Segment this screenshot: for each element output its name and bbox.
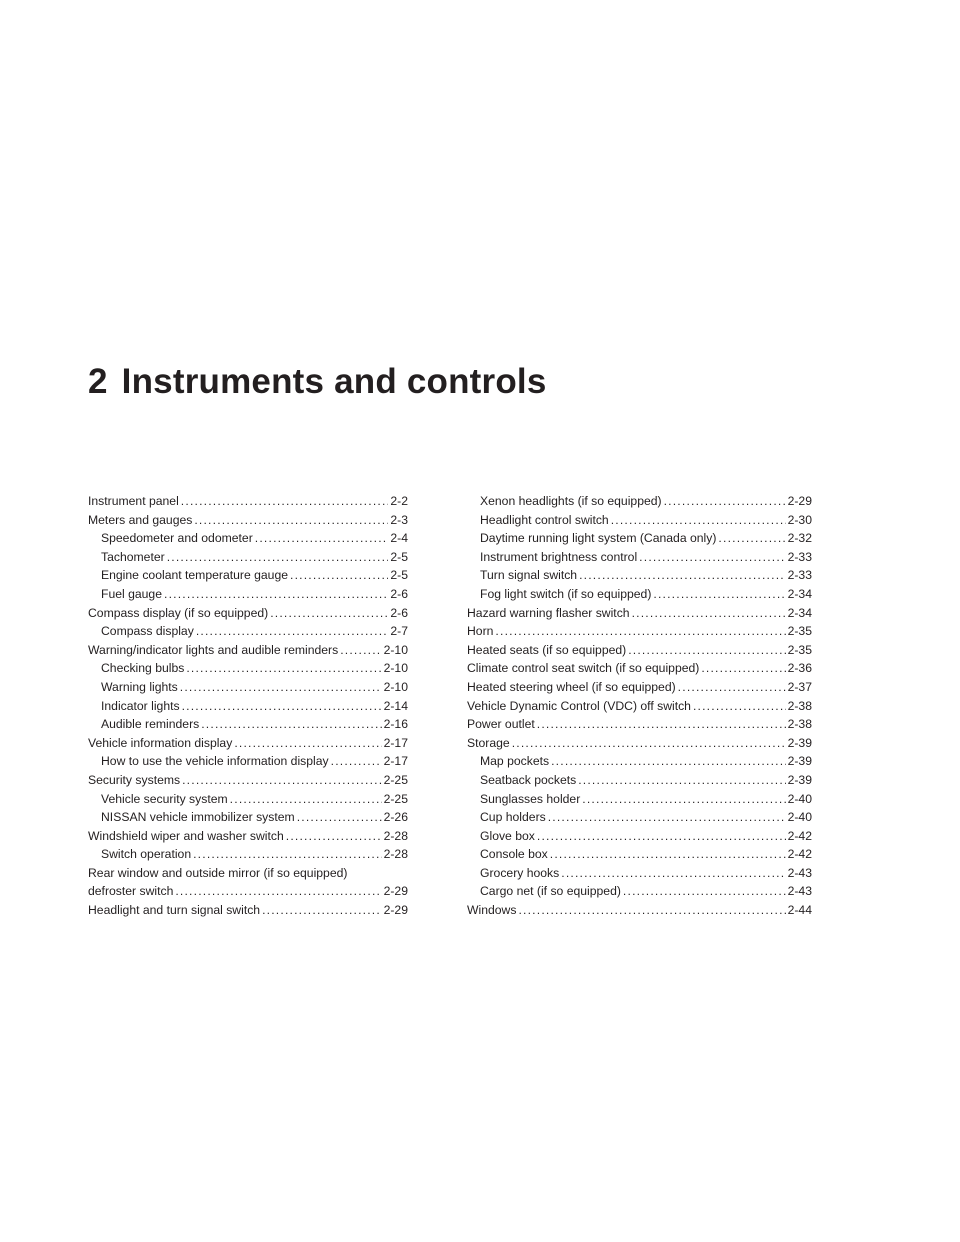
toc-entry-page: 2-7 [390,624,408,639]
toc-entry[interactable] [88,734,408,753]
toc-entry-label: Audible reminders [101,717,200,732]
toc-entry-page: 2-30 [787,512,812,527]
dot-leader [623,882,786,901]
toc-entry[interactable] [88,790,408,809]
toc-entry[interactable] [467,641,812,660]
toc-entry-label: Cargo net (if so equipped) [480,884,621,899]
toc-entry[interactable] [88,604,408,623]
toc-entry-label: Meters and gauges [88,512,193,527]
toc-entry[interactable] [88,622,408,641]
toc-entry-page: 2-40 [787,810,812,825]
toc-entry[interactable] [88,808,408,827]
dot-leader [230,790,382,809]
toc-entry-page: 2-40 [787,791,812,806]
dot-leader [255,529,389,548]
toc-entry-page: 2-5 [390,568,408,583]
toc-entry[interactable] [467,715,812,734]
toc-entry-page: 2-10 [383,642,408,657]
toc-entry[interactable] [88,566,408,585]
dot-leader [611,511,786,530]
toc-entry-label: Security systems [88,772,181,787]
toc-entry[interactable] [88,864,408,883]
toc-entry[interactable] [88,659,408,678]
toc-entry[interactable] [88,529,408,548]
toc-entry[interactable] [88,511,408,530]
toc-entry-label: Headlight and turn signal switch [88,903,261,918]
toc-entry[interactable] [88,492,408,511]
toc-entry-label: Instrument brightness control [480,549,638,564]
dot-leader [678,678,786,697]
toc-entry[interactable] [467,864,812,883]
toc-entry-label: Heated seats (if so equipped) [467,642,627,657]
toc-entry-label: Windshield wiper and washer switch [88,828,284,843]
toc-entry-label: Compass display (if so equipped) [88,605,269,620]
toc-entry-label: Heated steering wheel (if so equipped) [467,679,676,694]
chapter-title-text: Instruments and controls [121,362,547,401]
toc-entry-page: 2-17 [383,735,408,750]
toc-entry-label: Windows [467,903,517,918]
toc-entry-label: Headlight control switch [480,512,609,527]
toc-entry-page: 2-3 [390,512,408,527]
toc-entry-page: 2-43 [787,884,812,899]
toc-entry[interactable] [467,734,812,753]
toc-entry-label: Indicator lights [101,698,180,713]
toc-entry-label: Glove box [480,828,535,843]
toc-entry-page: 2-26 [383,810,408,825]
toc-entry[interactable] [467,752,812,771]
toc-entry-page: 2-42 [787,847,812,862]
toc-entry-page: 2-37 [787,679,812,694]
toc-entry-page: 2-36 [787,661,812,676]
dot-leader [537,827,786,846]
dot-leader [234,734,381,753]
dot-leader [297,808,382,827]
toc-entry-page: 2-10 [383,661,408,676]
toc-entry-label: Turn signal switch [480,568,578,583]
toc-entry-page: 2-43 [787,865,812,880]
toc-entry[interactable] [467,622,812,641]
dot-leader [701,659,785,678]
toc-entry-page: 2-25 [383,772,408,787]
toc-entry-label: Tachometer [101,549,165,564]
toc-entry-page: 2-39 [787,772,812,787]
dot-leader [290,566,388,585]
dot-leader [639,548,785,567]
toc-entry-page: 2-42 [787,828,812,843]
toc-entry[interactable] [467,566,812,585]
toc-entry-label: Warning/indicator lights and audible reminders [88,642,339,657]
toc-entry[interactable] [88,678,408,697]
toc-entry-label: Vehicle security system [101,791,228,806]
dot-leader [495,622,785,641]
toc-entry-page: 2-6 [390,605,408,620]
toc-entry-page: 2-35 [787,642,812,657]
chapter-title [88,362,547,402]
toc-entry-label: How to use the vehicle information display [101,754,329,769]
dot-leader [632,604,786,623]
toc-entry-page: 2-16 [383,717,408,732]
toc-entry[interactable] [467,771,812,790]
toc-entry[interactable] [88,752,408,771]
toc-entry[interactable] [467,901,812,920]
dot-leader [551,752,785,771]
toc-entry-page: 2-4 [390,531,408,546]
toc-entry-page: 2-2 [390,494,408,508]
dot-leader [561,864,785,883]
toc-entry[interactable] [467,790,812,809]
toc-entry-label: Compass display [101,624,194,639]
toc-entry-page: 2-34 [787,586,812,601]
toc-entry[interactable] [88,585,408,604]
toc-entry[interactable] [88,845,408,864]
toc-entry-page: 2-14 [383,698,408,713]
dot-leader [331,752,382,771]
toc-entry-label: Seatback pockets [480,772,577,787]
toc-entry-page: 2-38 [787,698,812,713]
dot-leader [286,827,382,846]
toc-entry-label: Rear window and outside mirror (if so equipped) [88,865,348,880]
toc-entry-page: 2-28 [383,828,408,843]
toc-entry-label: Engine coolant temperature gauge [101,568,289,583]
dot-leader [582,790,785,809]
dot-leader [579,566,786,585]
dot-leader [186,659,381,678]
toc-entry-label: Checking bulbs [101,661,185,676]
toc-entry[interactable] [88,697,408,716]
dot-leader [537,715,786,734]
toc-entry-label: NISSAN vehicle immobilizer system [101,810,295,825]
toc-entry-page: 2-25 [383,791,408,806]
toc-entry-page: 2-39 [787,735,812,750]
toc-entry[interactable] [467,492,812,511]
toc-entry-continued[interactable] [88,882,408,901]
toc-right-column [467,492,812,920]
toc-entry[interactable] [467,659,812,678]
toc-entry-label: Daytime running light system (Canada only) [480,531,717,546]
toc-entry[interactable] [467,585,812,604]
dot-leader [578,771,785,790]
toc-entry-page: 2-38 [787,717,812,732]
toc-entry-label: Climate control seat switch (if so equipped) [467,661,700,676]
toc-entry-page: 2-29 [383,884,408,899]
dot-leader [193,845,381,864]
toc-entry-page: 2-29 [787,494,812,508]
dot-leader [180,678,382,697]
toc-entry-label: Power outlet [467,717,535,732]
toc-entry-label: Instrument panel [88,494,179,508]
toc-entry-page: 2-33 [787,568,812,583]
toc-entry[interactable] [467,827,812,846]
dot-leader [718,529,785,548]
toc-entry-label: Console box [480,847,548,862]
toc-entry-label: Xenon headlights (if so equipped) [480,494,662,508]
toc-entry-label: Speedometer and odometer [101,531,253,546]
toc-entry-label: Vehicle Dynamic Control (VDC) off switch [467,698,691,713]
toc-entry[interactable] [467,548,812,567]
dot-leader [262,901,382,920]
toc-entry-page: 2-17 [383,754,408,769]
toc-entry-label: Horn [467,624,494,639]
toc-entry-label: Hazard warning flasher switch [467,605,630,620]
dot-leader [201,715,381,734]
dot-leader [518,901,785,920]
toc-entry-page: 2-32 [787,531,812,546]
toc-entry[interactable] [467,697,812,716]
dot-leader [182,697,382,716]
toc-entry-label: defroster switch [88,884,174,899]
dot-leader [270,604,388,623]
dot-leader [194,511,388,530]
toc-entry-page: 2-6 [390,586,408,601]
toc-entry-label: Warning lights [101,679,178,694]
toc-entry-page: 2-39 [787,754,812,769]
toc-entry-label: Cup holders [480,810,546,825]
dot-leader [653,585,785,604]
toc-entry[interactable] [88,715,408,734]
toc-entry[interactable] [88,641,408,660]
dot-leader [196,622,389,641]
toc-entry-page: 2-28 [383,847,408,862]
toc-left-column [88,492,408,920]
dot-leader [628,641,785,660]
toc-entry-page: 2-35 [787,624,812,639]
toc-entry[interactable] [467,678,812,697]
toc-entry[interactable] [88,771,408,790]
toc-entry[interactable] [467,529,812,548]
dot-leader [164,585,388,604]
toc-entry-label: Grocery hooks [480,865,560,880]
toc-entry[interactable] [88,827,408,846]
toc-entry-label: Switch operation [101,847,192,862]
toc-entry-page: 2-33 [787,549,812,564]
dot-leader [512,734,786,753]
toc-entry-page: 2-5 [390,549,408,564]
toc-entry[interactable] [467,808,812,827]
toc-entry[interactable] [467,845,812,864]
dot-leader [182,771,381,790]
dot-leader [664,492,786,511]
toc-entry-label: Storage [467,735,510,750]
toc-entry[interactable] [88,548,408,567]
toc-entry-label: Sunglasses holder [480,791,581,806]
dot-leader [181,492,389,511]
chapter-number: 2 [88,362,108,401]
toc-entry-page: 2-44 [787,903,812,918]
toc-entry[interactable] [88,901,408,920]
toc-entry[interactable] [467,882,812,901]
dot-leader [548,808,786,827]
toc-entry-page: 2-10 [383,679,408,694]
toc-entry-label: Vehicle information display [88,735,233,750]
dot-leader [167,548,389,567]
dot-leader [550,845,786,864]
toc-entry-label: Map pockets [480,754,550,769]
toc-entry[interactable] [467,511,812,530]
toc-entry-label: Fog light switch (if so equipped) [480,586,652,601]
toc-entry-page: 2-29 [383,903,408,918]
toc-entry[interactable] [467,604,812,623]
toc-entry-label: Fuel gauge [101,586,162,601]
dot-leader [340,641,381,660]
dot-leader [175,882,381,901]
dot-leader [693,697,786,716]
toc-entry-page: 2-34 [787,605,812,620]
